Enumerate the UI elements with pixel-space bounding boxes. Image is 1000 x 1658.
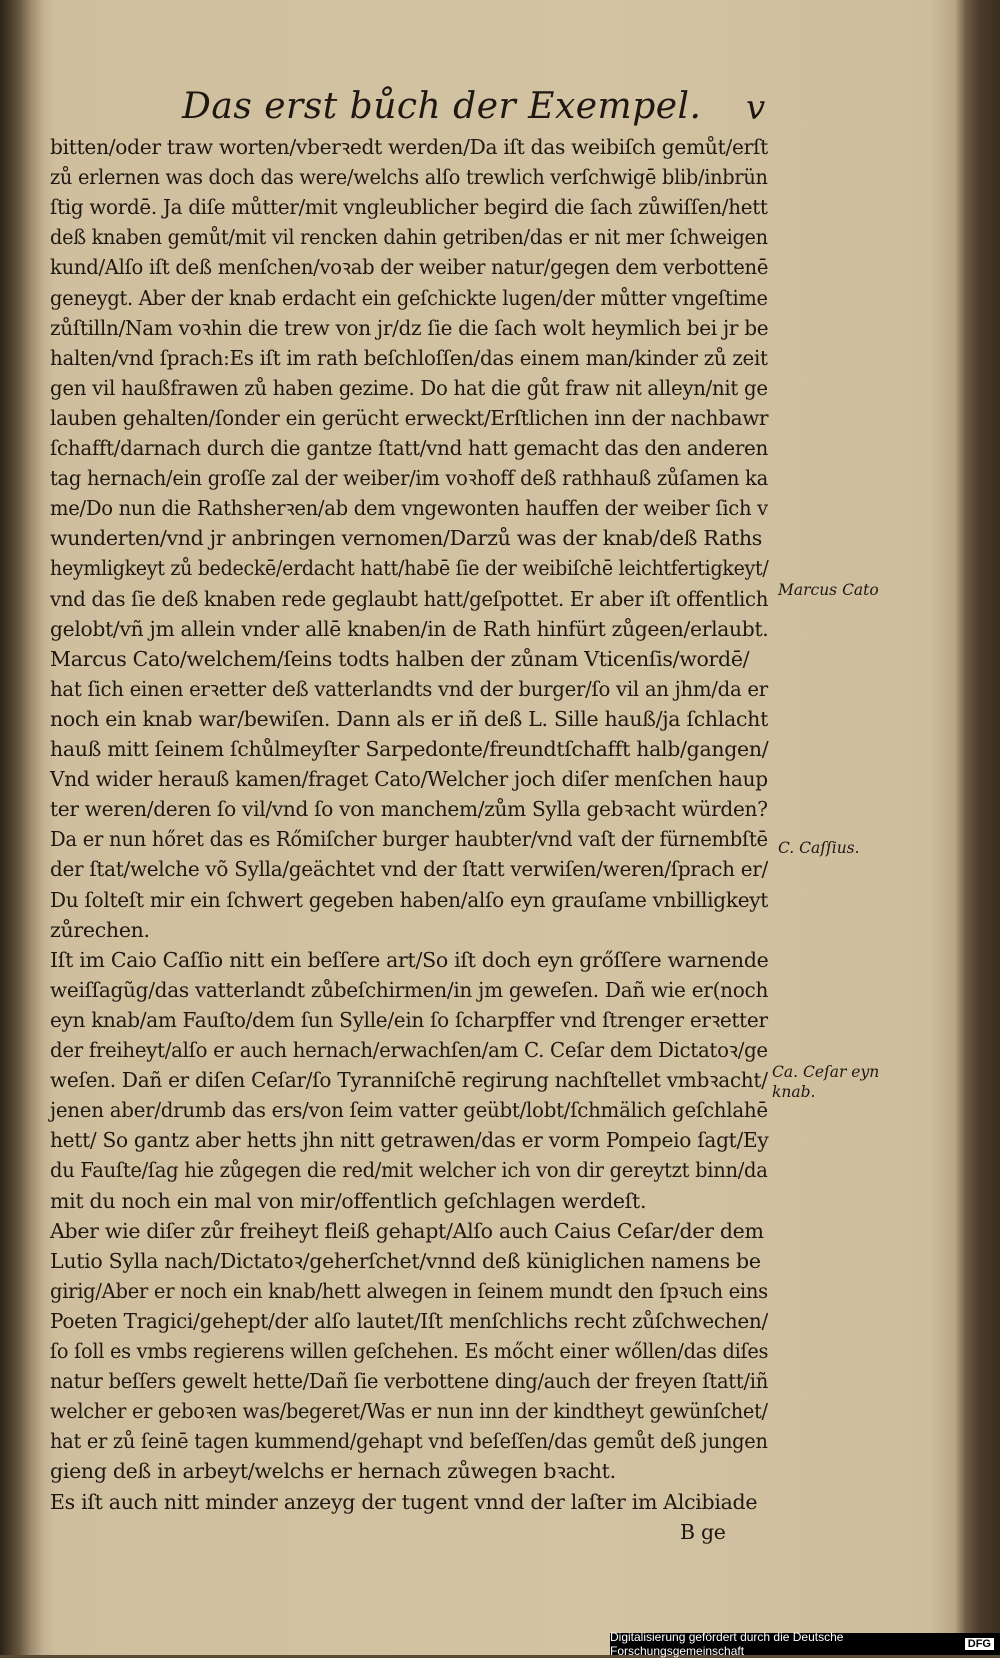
folio: v	[746, 88, 766, 128]
text-line: hat ſich einen erꝛetter deß vatterlandts vnd der burger/ſo vil an jhm/da er	[50, 676, 768, 701]
text-line: geneygt. Aber der knab erdacht ein geſchickte lugen/der můtter vngeſtime	[50, 285, 768, 310]
text-line: Da er nun hőret das es Rőmiſcher burger haubter/vnd vaſt der fürnembſtē	[50, 827, 768, 852]
text-line: Aber wie diſer zůr freiheyt fleiß gehapt/Alſo auch Caius Ceſar/der dem	[50, 1218, 764, 1243]
text-line: hat er zů ſeinē tagen kummend/gehapt vnd beſeſſen/das gemůt deß jungen	[50, 1429, 768, 1454]
text-line: vnd das ſie deß knaben rede geglaubt hatt/geſpottet. Er aber iſt offentlich	[50, 586, 769, 611]
text-line: noch ein knab war/bewiſen. Dann als er iñ deß L. Sille hauß/ja ſchlacht	[50, 706, 769, 731]
text-line: welcher er geboꝛen was/begeret/Was er nun inn der kindtheyt gewünſchet/	[50, 1399, 768, 1424]
text-line: hett/ So gantz aber hetts jhn nitt getrawen/das er vorm Pompeio ſagt/Ey	[50, 1128, 769, 1153]
text-line: gelobt/vñ jm allein vnder allē knaben/in de Rath hinfürt zůgeen/erlaubt.	[50, 616, 769, 641]
footer-credit: Digitalisierung gefördert durch die Deutsche Forschungsgemeinschaft	[610, 1630, 844, 1658]
running-head: Das erst bůch der Exempel.	[182, 86, 702, 127]
text-line: der ſtat/welche võ Sylla/geächtet vnd der ſtatt verwiſen/weren/ſprach er/	[50, 857, 768, 882]
text-line: Es iſt auch nitt minder anzeyg der tugent vnnd der laſter im Alcibiade	[50, 1489, 758, 1514]
text-line: girig/Aber er noch ein knab/hett alwegen in ſeinem mundt den ſpꝛuch eins	[50, 1278, 768, 1303]
text-line: deß knaben gemůt/mit vil rencken dahin getriben/das er nit mer ſchweigen	[50, 225, 768, 250]
text-line: ſtig wordē. Ja diſe můtter/mit vngleublicher begird die ſach zůwiſſen/hett	[50, 195, 768, 220]
text-line: wunderten/vnd jr anbringen vernomen/Darzů was der knab/deß Raths	[50, 526, 762, 551]
text-line: natur beſſers gewelt hette/Dañ ſie verbottene ding/auch der freyen ſtatt/iñ	[50, 1369, 769, 1394]
footer-bar	[610, 1630, 1000, 1658]
text-line: lauben gehalten/ſonder ein gerücht erweckt/Erſtlichen inn der nachbawr	[50, 405, 769, 430]
text-line: ter weren/deren ſo vil/vnd ſo von manchem/zům Sylla gebꝛacht würden?	[50, 797, 768, 822]
text-line: Poeten Tragici/gehept/der alſo lautet/Iſt menſchlichs recht zůſchwechen/	[50, 1308, 768, 1333]
text-line: bitten/oder traw worten/vberꝛedt werden/Da iſt das weibiſch gemůt/erſt	[50, 135, 768, 159]
text-line: mit du noch ein mal von mir/offentlich geſchlagen werdeſt.	[50, 1188, 647, 1213]
text-line: Vnd wider herauß kamen/fraget Cato/Welcher joch diſer menſchen haup	[50, 767, 768, 792]
text-line: B ge	[680, 1519, 726, 1544]
text-line: ſo ſoll es vmbs regierens willen geſchehen. Es mőcht einer wőllen/das diſes	[50, 1339, 769, 1363]
text-line: halten/vnd ſprach:Es iſt im rath beſchloſſen/das einem man/kinder zů zeit	[50, 345, 768, 370]
text-line: zů erlernen was doch das were/welchs alſo trewlich verſchwigē blib/inbrün	[50, 165, 768, 190]
text-line: kund/Alſo iſt deß menſchen/voꝛab der weiber natur/gegen dem verbottenē	[50, 255, 769, 280]
text-line: heymligkeyt zů bedeckē/erdacht hatt/habē ſie der weibiſchē leichtfertigkeyt/	[50, 556, 769, 581]
marginal-note-cassius: C. Caſſius.	[778, 839, 860, 857]
marginal-note-caesar-2: knab.	[772, 1083, 816, 1101]
text-line: Marcus Cato/welchem/ſeins todts halben der zůnam Vticenſis/wordē/	[50, 646, 750, 671]
text-line: zůrechen.	[50, 917, 150, 942]
text-line: ſchafft/darnach durch die gantze ſtatt/vnd hatt gemacht das den anderen	[50, 436, 768, 460]
marginal-note-cato: Marcus Cato	[778, 581, 879, 599]
text-line: gieng deß in arbeyt/welchs er hernach zůwegen bꝛacht.	[50, 1459, 616, 1484]
text-line: du Fauſte/ſag hie zůgegen die red/mit welcher ich von dir gereytzt binn/da	[50, 1158, 768, 1183]
text-line: gen vil haußfrawen zů haben gezime. Do hat die gůt fraw nit alleyn/nit ge	[50, 375, 768, 400]
text-line: Iſt im Caio Caſſio nitt ein beſſere art/So iſt doch eyn grőſſere warnende	[50, 947, 769, 972]
text-line: Lutio Sylla nach/Dictatoꝛ/geherſchet/vnnd deß küniglichen namens be	[50, 1248, 761, 1273]
text-line: der freiheyt/alſo er auch hernach/erwachſen/am C. Ceſar dem Dictatoꝛ/ge	[50, 1038, 768, 1062]
text-line: eyn knab/am Fauſto/dem ſun Sylle/ein ſo ſcharpffer vnd ſtrenger erꝛetter	[50, 1007, 768, 1032]
text-line: me/Do nun die Rathsherꝛen/ab dem vngewonten hauffen der weiber ſich v	[50, 496, 768, 521]
text-line: jenen aber/drumb das ers/von ſeim vatter geübt/lobt/ſchmälich geſchlahē	[50, 1098, 768, 1123]
text-line: zůſtilln/Nam voꝛhin die trew von jr/dz ſie die ſach wolt heymlich bei jr be	[50, 315, 769, 340]
text-line: weſen. Dañ er diſen Ceſar/ſo Tyranniſchē regirung nachſtellet vmbꝛacht/	[50, 1068, 768, 1093]
text-line: tag hernach/ein groſſe zal der weiber/im voꝛhoff deß rathhauß zůſamen ka	[50, 466, 768, 491]
text-line: hauß mitt ſeinem ſchůlmeyſter Sarpedonte/freundtſchafft halb/gangen/	[50, 737, 769, 761]
dfg-logo: DFG	[965, 1638, 994, 1650]
text-line: Du ſolteſt mir ein ſchwert gegeben haben/alſo eyn grauſame vnbilligkeyt	[50, 887, 769, 912]
text-line: weiſſagũg/das vatterlandt zůbeſchirmen/in jm geweſen. Dañ wie er(noch	[50, 977, 769, 1002]
marginal-note-caesar-1: Ca. Ceſar eyn	[772, 1063, 880, 1081]
